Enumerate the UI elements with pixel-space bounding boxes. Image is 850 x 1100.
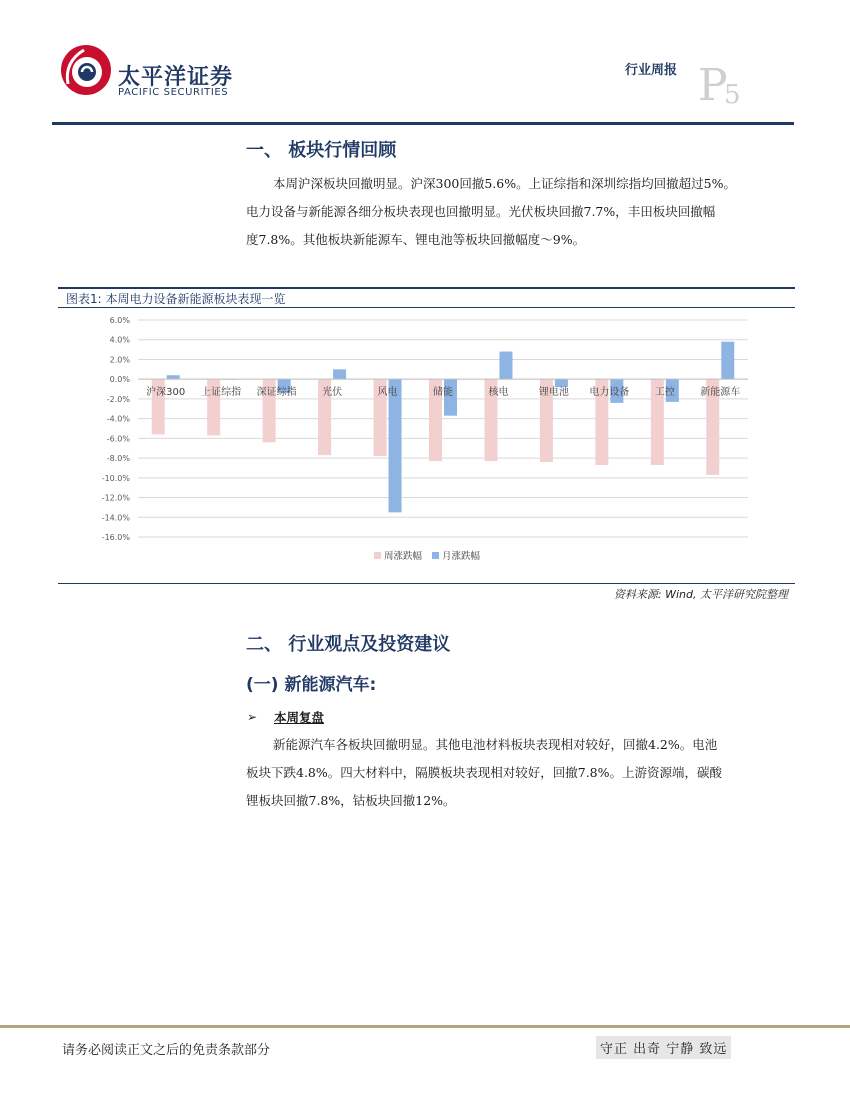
para-line: 本周沪深板块回撤明显。沪深300回撤5.6%。上证综指和深圳综指均回撤超过5%。 bbox=[273, 176, 736, 191]
page-letter: P bbox=[698, 60, 728, 111]
y-tick-label: 6.0% bbox=[109, 316, 130, 325]
section1-paragraph bbox=[246, 170, 788, 254]
x-category-label: 沪深300 bbox=[146, 387, 186, 399]
brand-name-en: PACIFIC SECURITIES bbox=[118, 87, 229, 98]
para-line: 度7.8%。其他板块新能源车、锂电池等板块回撤幅度～9%。 bbox=[246, 232, 586, 247]
para-line: 板块下跌4.8%。四大材料中，隔膜板块表现相对较好，回撤7.8%。上游资源端，碳酸 bbox=[246, 765, 723, 780]
x-category-label: 上证综指 bbox=[201, 387, 242, 399]
y-tick-label: -4.0% bbox=[106, 414, 130, 424]
x-category-label: 风电 bbox=[377, 387, 398, 399]
y-tick-label: -6.0% bbox=[106, 434, 130, 444]
x-category-label: 储能 bbox=[433, 387, 453, 399]
figure-top-rule bbox=[58, 287, 795, 289]
bar-monthly bbox=[499, 352, 512, 380]
bar-monthly bbox=[167, 375, 180, 379]
x-category-label: 光伏 bbox=[322, 387, 343, 399]
figure-title: 图表1: 本周电力设备新能源板块表现一览 bbox=[66, 292, 286, 306]
legend-label: 周涨跌幅 bbox=[384, 551, 423, 562]
y-tick-label: -10.0% bbox=[101, 473, 130, 483]
legend-swatch bbox=[374, 552, 381, 559]
section2-title: 二、 行业观点及投资建议 bbox=[246, 634, 451, 655]
section2-paragraph bbox=[246, 731, 788, 815]
y-tick-label: 4.0% bbox=[109, 335, 130, 345]
para-line: 电力设备与新能源各细分板块表现也回撤明显。光伏板块回撤7.7%，丰田板块回撤幅 bbox=[246, 204, 716, 219]
bar-monthly bbox=[333, 369, 346, 379]
subsection-title: (一) 新能源汽车: bbox=[246, 675, 377, 695]
figure-source: 资料来源: Wind, 太平洋研究院整理 bbox=[613, 588, 788, 601]
bar-chart bbox=[58, 308, 795, 580]
x-category-label: 深证综指 bbox=[256, 387, 297, 399]
footer-divider bbox=[0, 1025, 850, 1028]
x-category-label: 新能源车 bbox=[700, 387, 741, 399]
company-logo-icon bbox=[60, 44, 112, 96]
y-tick-label: -12.0% bbox=[101, 493, 130, 503]
section1-title: 一、 板块行情回顾 bbox=[246, 140, 397, 161]
y-tick-label: -16.0% bbox=[101, 533, 130, 542]
para-line: 新能源汽车各板块回撤明显。其他电池材料板块表现相对较好，回撤4.2%。电池 bbox=[273, 737, 718, 752]
x-category-label: 电力设备 bbox=[589, 387, 630, 399]
legend-label: 月涨跌幅 bbox=[442, 551, 481, 562]
footer-disclaimer: 请务必阅读正文之后的免责条款部分 bbox=[62, 1043, 271, 1058]
y-tick-label: -14.0% bbox=[101, 513, 130, 523]
y-tick-label: -8.0% bbox=[106, 454, 130, 464]
bar-monthly bbox=[721, 342, 734, 379]
x-category-label: 核电 bbox=[488, 387, 509, 399]
bar-monthly bbox=[389, 379, 402, 512]
page-number: 5 bbox=[724, 80, 741, 110]
bullet-heading: 本周复盘 bbox=[274, 710, 325, 725]
report-type: 行业周报 bbox=[625, 63, 678, 78]
y-tick-label: 0.0% bbox=[109, 375, 130, 385]
legend-swatch bbox=[432, 552, 439, 559]
bullet-arrow-icon: ➢ bbox=[247, 710, 258, 724]
brand-name-cn: 太平洋证券 bbox=[118, 65, 234, 90]
figure-bottom-rule bbox=[58, 583, 795, 584]
y-tick-label: 2.0% bbox=[109, 355, 130, 365]
y-tick-label: -2.0% bbox=[106, 394, 130, 404]
x-category-label: 工控 bbox=[654, 387, 675, 399]
x-category-label: 锂电池 bbox=[538, 387, 569, 399]
header-divider bbox=[52, 122, 794, 125]
footer-motto: 守正 出奇 宁静 致远 bbox=[596, 1036, 731, 1059]
bar-monthly bbox=[555, 379, 568, 387]
para-line: 锂板块回撤7.8%，钴板块回撤12%。 bbox=[246, 793, 456, 808]
